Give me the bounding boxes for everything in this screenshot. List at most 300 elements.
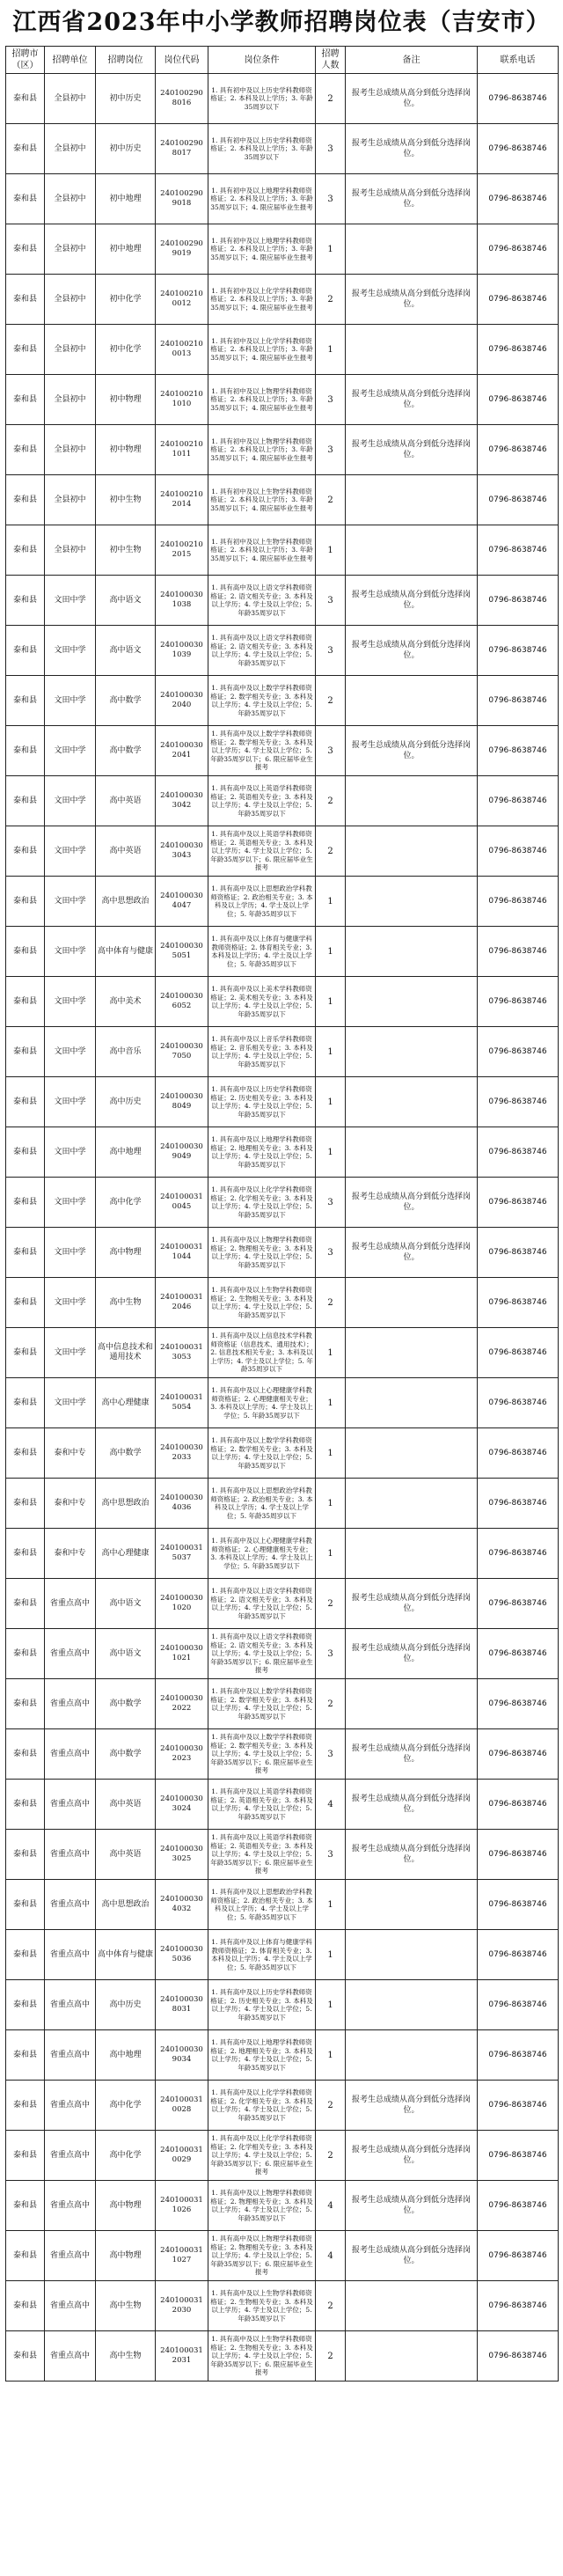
header-unit: 招聘单位	[45, 47, 96, 74]
table-row	[6, 124, 559, 174]
row-note	[346, 1479, 478, 1529]
row-post: 初中化学	[96, 325, 156, 375]
row-note	[346, 525, 478, 576]
row-unit: 省重点高中	[45, 2030, 96, 2081]
row-conditions: 1. 具有初中及以上生物学科教师资格证；2. 本科及以上学历；3. 年龄35周岁以下；4. 限应届毕业生报考	[208, 475, 316, 525]
row-count: 1	[316, 1479, 346, 1529]
row-code: 240100031 0028	[156, 2081, 208, 2131]
row-post: 高中历史	[96, 1980, 156, 2030]
row-phone: 0796-8638746	[478, 1830, 559, 1880]
row-county: 泰和县	[6, 977, 45, 1027]
row-county: 泰和县	[6, 425, 45, 475]
row-county: 泰和县	[6, 626, 45, 676]
row-count: 2	[316, 826, 346, 877]
row-phone: 0796-8638746	[478, 1579, 559, 1629]
row-post: 高中数学	[96, 726, 156, 776]
row-conditions: 1. 具有高中及以上物理学科教师资格证；2. 物理相关专业；3. 本科及以上学历；4. 学士及以上学位；5. 年龄35周岁以下	[208, 2181, 316, 2231]
row-county: 泰和县	[6, 74, 45, 124]
row-county: 泰和县	[6, 1780, 45, 1830]
row-conditions: 1. 具有初中及以上化学学科教师资格证；2. 本科及以上学历；3. 年龄35周岁以下；4. 限应届毕业生报考	[208, 275, 316, 325]
row-county: 泰和县	[6, 1178, 45, 1228]
row-unit: 省重点高中	[45, 1930, 96, 1980]
row-phone: 0796-8638746	[478, 1178, 559, 1228]
row-phone: 0796-8638746	[478, 2281, 559, 2331]
row-county: 泰和县	[6, 1579, 45, 1629]
table-row	[6, 475, 559, 525]
row-post: 高中生物	[96, 2281, 156, 2331]
row-count: 3	[316, 726, 346, 776]
row-count: 4	[316, 2231, 346, 2281]
row-unit: 省重点高中	[45, 1880, 96, 1930]
table-row	[6, 726, 559, 776]
row-code: 240100210 0013	[156, 325, 208, 375]
row-post: 初中生物	[96, 475, 156, 525]
row-unit: 文田中学	[45, 877, 96, 927]
row-unit: 文田中学	[45, 776, 96, 826]
row-post: 高中数学	[96, 1729, 156, 1780]
row-phone: 0796-8638746	[478, 1378, 559, 1428]
table-row	[6, 1529, 559, 1579]
row-post: 高中物理	[96, 1228, 156, 1278]
row-phone: 0796-8638746	[478, 2331, 559, 2382]
table-row	[6, 425, 559, 475]
row-count: 1	[316, 1027, 346, 1077]
row-post: 高中数学	[96, 1679, 156, 1729]
row-county: 泰和县	[6, 1930, 45, 1980]
row-conditions: 1. 具有初中及以上物理学科教师资格证；2. 本科及以上学历；3. 年龄35周岁以下；4. 限应届毕业生报考	[208, 425, 316, 475]
table-row	[6, 1127, 559, 1178]
row-post: 初中物理	[96, 375, 156, 425]
row-code: 240100030 4047	[156, 877, 208, 927]
row-phone: 0796-8638746	[478, 1729, 559, 1780]
table-row	[6, 2181, 559, 2231]
row-phone: 0796-8638746	[478, 425, 559, 475]
row-conditions: 1. 具有高中及以上化学学科教师资格证；2. 化学相关专业；3. 本科及以上学历；4. 学士及以上学位；5. 年龄35周岁以下	[208, 2081, 316, 2131]
row-conditions: 1. 具有高中及以上思想政治学科教师资格证；2. 政治相关专业；3. 本科及以上学历；4. 学士及以上学位；5. 年龄35周岁以下	[208, 877, 316, 927]
table-row	[6, 224, 559, 275]
row-count: 3	[316, 1178, 346, 1228]
row-phone: 0796-8638746	[478, 2131, 559, 2181]
row-phone: 0796-8638746	[478, 124, 559, 174]
row-phone: 0796-8638746	[478, 826, 559, 877]
row-note	[346, 2331, 478, 2382]
row-code: 240100290 8017	[156, 124, 208, 174]
row-note: 报考生总成绩从高分到低分选择岗位。	[346, 726, 478, 776]
row-code: 240100030 5051	[156, 927, 208, 977]
row-code: 240100030 3025	[156, 1830, 208, 1880]
row-phone: 0796-8638746	[478, 676, 559, 726]
row-code: 240100031 1026	[156, 2181, 208, 2231]
row-county: 泰和县	[6, 1479, 45, 1529]
row-county: 泰和县	[6, 375, 45, 425]
row-note	[346, 2281, 478, 2331]
row-note	[346, 1679, 478, 1729]
row-count: 3	[316, 174, 346, 224]
table-row	[6, 1980, 559, 2030]
header-note: 备注	[346, 47, 478, 74]
row-code: 240100031 2031	[156, 2331, 208, 2382]
row-note: 报考生总成绩从高分到低分选择岗位。	[346, 626, 478, 676]
row-conditions: 1. 具有初中及以上历史学科教师资格证；2. 本科及以上学历；3. 年龄35周岁以下	[208, 124, 316, 174]
row-conditions: 1. 具有高中及以上音乐学科教师资格证；2. 音乐相关专业；3. 本科及以上学历；4. 学士及以上学位；5. 年龄35周岁以下	[208, 1027, 316, 1077]
row-unit: 泰和中专	[45, 1529, 96, 1579]
row-count: 1	[316, 2030, 346, 2081]
row-count: 3	[316, 1629, 346, 1679]
row-code: 240100030 4036	[156, 1479, 208, 1529]
row-phone: 0796-8638746	[478, 325, 559, 375]
header-row	[6, 47, 559, 74]
row-phone: 0796-8638746	[478, 576, 559, 626]
row-note: 报考生总成绩从高分到低分选择岗位。	[346, 1228, 478, 1278]
row-note: 报考生总成绩从高分到低分选择岗位。	[346, 1780, 478, 1830]
row-unit: 文田中学	[45, 1378, 96, 1428]
row-conditions: 1. 具有高中及以上英语学科教师资格证；2. 英语相关专业；3. 本科及以上学历；4. 学士及以上学位；5. 年龄35周岁以下；6. 限应届毕业生报考	[208, 826, 316, 877]
row-count: 1	[316, 927, 346, 977]
row-phone: 0796-8638746	[478, 877, 559, 927]
row-phone: 0796-8638746	[478, 1278, 559, 1328]
row-code: 240100030 1021	[156, 1629, 208, 1679]
row-note	[346, 1278, 478, 1328]
row-note	[346, 676, 478, 726]
row-code: 240100030 2033	[156, 1428, 208, 1479]
row-county: 泰和县	[6, 1830, 45, 1880]
row-code: 240100030 3024	[156, 1780, 208, 1830]
row-note	[346, 826, 478, 877]
row-code: 240100030 1020	[156, 1579, 208, 1629]
row-conditions: 1. 具有高中及以上思想政治学科教师资格证；2. 政治相关专业；3. 本科及以上学历；4. 学士及以上学位；5. 年龄35周岁以下	[208, 1880, 316, 1930]
table-row	[6, 676, 559, 726]
row-post: 高中生物	[96, 1278, 156, 1328]
row-unit: 文田中学	[45, 626, 96, 676]
row-conditions: 1. 具有高中及以上语文学科教师资格证；2. 语文相关专业；3. 本科及以上学历；4. 学士及以上学位；5. 年龄35周岁以下	[208, 1579, 316, 1629]
row-code: 240100030 9049	[156, 1127, 208, 1178]
row-conditions: 1. 具有高中及以上美术学科教师资格证；2. 美术相关专业；3. 本科及以上学历；4. 学士及以上学位；5. 年龄35周岁以下	[208, 977, 316, 1027]
row-county: 泰和县	[6, 1378, 45, 1428]
row-note: 报考生总成绩从高分到低分选择岗位。	[346, 2131, 478, 2181]
row-post: 高中音乐	[96, 1027, 156, 1077]
row-note	[346, 1930, 478, 1980]
row-conditions: 1. 具有高中及以上英语学科教师资格证；2. 英语相关专业；3. 本科及以上学历；4. 学士及以上学位；5. 年龄35周岁以下；6. 限应届毕业生报考	[208, 1830, 316, 1880]
row-note	[346, 1378, 478, 1428]
row-unit: 全县初中	[45, 74, 96, 124]
row-county: 泰和县	[6, 475, 45, 525]
row-county: 泰和县	[6, 1428, 45, 1479]
row-unit: 省重点高中	[45, 2131, 96, 2181]
row-county: 泰和县	[6, 676, 45, 726]
row-code: 240100031 2030	[156, 2281, 208, 2331]
row-count: 1	[316, 1077, 346, 1127]
table-row	[6, 1077, 559, 1127]
row-county: 泰和县	[6, 2231, 45, 2281]
row-code: 240100030 7050	[156, 1027, 208, 1077]
row-unit: 省重点高中	[45, 1579, 96, 1629]
row-post: 高中英语	[96, 1830, 156, 1880]
row-conditions: 1. 具有高中及以上数学学科教师资格证；2. 数学相关专业；3. 本科及以上学历；4. 学士及以上学位；5. 年龄35周岁以下	[208, 1428, 316, 1479]
table-row	[6, 776, 559, 826]
row-post: 高中心理健康	[96, 1378, 156, 1428]
row-conditions: 1. 具有高中及以上历史学科教师资格证；2. 历史相关专业；3. 本科及以上学历；4. 学士及以上学位；5. 年龄35周岁以下	[208, 1980, 316, 2030]
row-unit: 文田中学	[45, 1278, 96, 1328]
row-post: 高中化学	[96, 1178, 156, 1228]
row-conditions: 1. 具有初中及以上生物学科教师资格证；2. 本科及以上学历；3. 年龄35周岁以下；4. 限应届毕业生报考	[208, 525, 316, 576]
row-county: 泰和县	[6, 2181, 45, 2231]
row-count: 3	[316, 425, 346, 475]
row-conditions: 1. 具有高中及以上物理学科教师资格证；2. 物理相关专业；3. 本科及以上学历；4. 学士及以上学位；5. 年龄35周岁以下；6. 限应届毕业生报考	[208, 2231, 316, 2281]
row-conditions: 1. 具有高中及以上思想政治学科教师资格证；2. 政治相关专业；3. 本科及以上学历；4. 学士及以上学位；5. 年龄35周岁以下	[208, 1479, 316, 1529]
row-county: 泰和县	[6, 2030, 45, 2081]
row-county: 泰和县	[6, 1278, 45, 1328]
row-note	[346, 2030, 478, 2081]
row-county: 泰和县	[6, 1027, 45, 1077]
header-code: 岗位代码	[156, 47, 208, 74]
row-post: 高中地理	[96, 1127, 156, 1178]
table-row	[6, 626, 559, 676]
row-code: 240100210 0012	[156, 275, 208, 325]
row-phone: 0796-8638746	[478, 977, 559, 1027]
row-code: 240100030 2023	[156, 1729, 208, 1780]
row-phone: 0796-8638746	[478, 927, 559, 977]
header-conditions: 岗位条件	[208, 47, 316, 74]
row-phone: 0796-8638746	[478, 475, 559, 525]
row-phone: 0796-8638746	[478, 2181, 559, 2231]
table-row	[6, 325, 559, 375]
row-count: 2	[316, 475, 346, 525]
row-conditions: 1. 具有高中及以上物理学科教师资格证；2. 物理相关专业；3. 本科及以上学历；4. 学士及以上学位；5. 年龄35周岁以下	[208, 1228, 316, 1278]
row-count: 2	[316, 2331, 346, 2382]
row-post: 高中英语	[96, 776, 156, 826]
row-post: 初中历史	[96, 74, 156, 124]
row-phone: 0796-8638746	[478, 525, 559, 576]
row-county: 泰和县	[6, 826, 45, 877]
row-conditions: 1. 具有高中及以上体育与健康学科教师资格证；2. 体育相关专业；3. 本科及以上学历；4. 学士及以上学位；5. 年龄35周岁以下	[208, 1930, 316, 1980]
row-post: 高中历史	[96, 1077, 156, 1127]
row-county: 泰和县	[6, 1077, 45, 1127]
table-row	[6, 1930, 559, 1980]
row-note: 报考生总成绩从高分到低分选择岗位。	[346, 1729, 478, 1780]
row-code: 240100030 8049	[156, 1077, 208, 1127]
row-unit: 全县初中	[45, 275, 96, 325]
row-conditions: 1. 具有高中及以上心理健康学科教师资格证；2. 心理健康相关专业；3. 本科及以上学历；4. 学士及以上学位；5. 年龄35周岁以下	[208, 1529, 316, 1579]
row-county: 泰和县	[6, 1729, 45, 1780]
row-county: 泰和县	[6, 927, 45, 977]
row-conditions: 1. 具有高中及以上地理学科教师资格证；2. 地理相关专业；3. 本科及以上学历；4. 学士及以上学位；5. 年龄35周岁以下	[208, 1127, 316, 1178]
row-county: 泰和县	[6, 576, 45, 626]
row-post: 高中物理	[96, 2231, 156, 2281]
row-code: 240100030 1038	[156, 576, 208, 626]
table-row	[6, 375, 559, 425]
row-code: 240100030 1039	[156, 626, 208, 676]
row-conditions: 1. 具有高中及以上生物学科教师资格证；2. 生物相关专业；3. 本科及以上学历；4. 学士及以上学位；5. 年龄35周岁以下	[208, 2281, 316, 2331]
row-phone: 0796-8638746	[478, 1479, 559, 1529]
row-unit: 文田中学	[45, 1027, 96, 1077]
row-county: 泰和县	[6, 877, 45, 927]
row-post: 高中数学	[96, 676, 156, 726]
row-unit: 文田中学	[45, 726, 96, 776]
row-unit: 文田中学	[45, 576, 96, 626]
row-county: 泰和县	[6, 1529, 45, 1579]
row-count: 1	[316, 1378, 346, 1428]
row-code: 240100210 2014	[156, 475, 208, 525]
row-phone: 0796-8638746	[478, 224, 559, 275]
row-unit: 文田中学	[45, 676, 96, 726]
row-phone: 0796-8638746	[478, 375, 559, 425]
row-code: 240100030 3042	[156, 776, 208, 826]
row-code: 240100031 5037	[156, 1529, 208, 1579]
row-conditions: 1. 具有高中及以上数学学科教师资格证；2. 数学相关专业；3. 本科及以上学历；4. 学士及以上学位；5. 年龄35周岁以下	[208, 676, 316, 726]
row-phone: 0796-8638746	[478, 1629, 559, 1679]
row-note: 报考生总成绩从高分到低分选择岗位。	[346, 2081, 478, 2131]
row-phone: 0796-8638746	[478, 1679, 559, 1729]
row-note	[346, 224, 478, 275]
row-conditions: 1. 具有高中及以上数学学科教师资格证；2. 数学相关专业；3. 本科及以上学历；4. 学士及以上学位；5. 年龄35周岁以下	[208, 1679, 316, 1729]
row-county: 泰和县	[6, 2131, 45, 2181]
row-post: 高中数学	[96, 1428, 156, 1479]
row-post: 高中语文	[96, 1579, 156, 1629]
row-note	[346, 1328, 478, 1378]
row-conditions: 1. 具有初中及以上物理学科教师资格证；2. 本科及以上学历；3. 年龄35周岁以下；4. 限应届毕业生报考	[208, 375, 316, 425]
row-note	[346, 776, 478, 826]
row-note: 报考生总成绩从高分到低分选择岗位。	[346, 275, 478, 325]
table-row	[6, 576, 559, 626]
row-count: 1	[316, 525, 346, 576]
row-note: 报考生总成绩从高分到低分选择岗位。	[346, 1830, 478, 1880]
row-count: 1	[316, 1529, 346, 1579]
row-code: 240100030 2022	[156, 1679, 208, 1729]
row-post: 高中体育与健康	[96, 1930, 156, 1980]
row-post: 高中生物	[96, 2331, 156, 2382]
row-county: 泰和县	[6, 1679, 45, 1729]
row-note: 报考生总成绩从高分到低分选择岗位。	[346, 74, 478, 124]
row-note	[346, 1980, 478, 2030]
row-post: 高中化学	[96, 2131, 156, 2181]
row-conditions: 1. 具有高中及以上英语学科教师资格证；2. 英语相关专业；3. 本科及以上学历；4. 学士及以上学位；5. 年龄35周岁以下	[208, 1780, 316, 1830]
row-note	[346, 475, 478, 525]
row-code: 240100210 1010	[156, 375, 208, 425]
row-count: 3	[316, 1228, 346, 1278]
row-count: 1	[316, 1127, 346, 1178]
row-conditions: 1. 具有高中及以上语文学科教师资格证；2. 语文相关专业；3. 本科及以上学历；4. 学士及以上学位；5. 年龄35周岁以下；6. 限应届毕业生报考	[208, 1629, 316, 1679]
row-post: 高中体育与健康	[96, 927, 156, 977]
row-unit: 泰和中专	[45, 1479, 96, 1529]
row-conditions: 1. 具有高中及以上英语学科教师资格证；2. 英语相关专业；3. 本科及以上学历；4. 学士及以上学位；5. 年龄35周岁以下	[208, 776, 316, 826]
row-conditions: 1. 具有高中及以上心理健康学科教师资格证；2. 心理健康相关专业；3. 本科及以上学历；4. 学士及以上学位；5. 年龄35周岁以下	[208, 1378, 316, 1428]
row-conditions: 1. 具有高中及以上化学学科教师资格证；2. 化学相关专业；3. 本科及以上学历；4. 学士及以上学位；5. 年龄35周岁以下	[208, 1178, 316, 1228]
row-code: 240100030 2040	[156, 676, 208, 726]
row-phone: 0796-8638746	[478, 726, 559, 776]
row-county: 泰和县	[6, 776, 45, 826]
document-title: 江西省2023年中小学教师招聘岗位表（吉安市）	[12, 9, 551, 36]
row-unit: 全县初中	[45, 475, 96, 525]
row-code: 240100210 1011	[156, 425, 208, 475]
row-unit: 全县初中	[45, 224, 96, 275]
table-row	[6, 1328, 559, 1378]
row-code: 240100030 6052	[156, 977, 208, 1027]
row-unit: 文田中学	[45, 977, 96, 1027]
row-post: 高中思想政治	[96, 877, 156, 927]
row-code: 240100210 2015	[156, 525, 208, 576]
table-row	[6, 1178, 559, 1228]
row-unit: 全县初中	[45, 425, 96, 475]
row-post: 高中英语	[96, 1780, 156, 1830]
row-count: 2	[316, 2281, 346, 2331]
row-phone: 0796-8638746	[478, 2030, 559, 2081]
row-note: 报考生总成绩从高分到低分选择岗位。	[346, 2231, 478, 2281]
row-post: 高中信息技术和通用技术	[96, 1328, 156, 1378]
row-unit: 文田中学	[45, 826, 96, 877]
table-row	[6, 2331, 559, 2382]
row-note: 报考生总成绩从高分到低分选择岗位。	[346, 375, 478, 425]
table-row	[6, 1880, 559, 1930]
row-phone: 0796-8638746	[478, 1428, 559, 1479]
row-note: 报考生总成绩从高分到低分选择岗位。	[346, 425, 478, 475]
row-post: 初中地理	[96, 174, 156, 224]
table-row	[6, 1830, 559, 1880]
row-phone: 0796-8638746	[478, 1328, 559, 1378]
row-code: 240100030 8031	[156, 1980, 208, 2030]
row-note	[346, 325, 478, 375]
recruitment-table	[5, 46, 559, 2382]
row-unit: 省重点高中	[45, 1629, 96, 1679]
row-post: 高中语文	[96, 1629, 156, 1679]
row-conditions: 1. 具有高中及以上历史学科教师资格证；2. 历史相关专业；3. 本科及以上学历；4. 学士及以上学位；5. 年龄35周岁以下	[208, 1077, 316, 1127]
row-unit: 省重点高中	[45, 1679, 96, 1729]
table-row	[6, 1679, 559, 1729]
row-note	[346, 1077, 478, 1127]
row-phone: 0796-8638746	[478, 1127, 559, 1178]
table-row	[6, 1729, 559, 1780]
row-conditions: 1. 具有高中及以上体育与健康学科教师资格证；2. 体育相关专业；3. 本科及以上学历；4. 学士及以上学位；5. 年龄35周岁以下	[208, 927, 316, 977]
row-phone: 0796-8638746	[478, 2081, 559, 2131]
row-conditions: 1. 具有初中及以上化学学科教师资格证；2. 本科及以上学历；3. 年龄35周岁以下；4. 限应届毕业生报考	[208, 325, 316, 375]
row-count: 1	[316, 325, 346, 375]
row-count: 3	[316, 1830, 346, 1880]
row-conditions: 1. 具有高中及以上信息技术学科教师资格证（信息技术、通用技术）；2. 信息技术相关专业；3. 本科及以上学历；4. 学士及以上学位；5. 年龄35周岁以下	[208, 1328, 316, 1378]
row-code: 240100030 9034	[156, 2030, 208, 2081]
row-note: 报考生总成绩从高分到低分选择岗位。	[346, 576, 478, 626]
row-code: 240100290 8016	[156, 74, 208, 124]
header-count: 招聘人数	[316, 47, 346, 74]
row-phone: 0796-8638746	[478, 1980, 559, 2030]
table-row	[6, 2231, 559, 2281]
table-row	[6, 927, 559, 977]
row-count: 1	[316, 1328, 346, 1378]
table-row	[6, 1428, 559, 1479]
row-conditions: 1. 具有高中及以上化学学科教师资格证；2. 化学相关专业；3. 本科及以上学历；4. 学士及以上学位；5. 年龄35周岁以下；6. 限应届毕业生报考	[208, 2131, 316, 2181]
row-phone: 0796-8638746	[478, 174, 559, 224]
row-phone: 0796-8638746	[478, 275, 559, 325]
row-county: 泰和县	[6, 525, 45, 576]
row-unit: 省重点高中	[45, 2081, 96, 2131]
table-row	[6, 1278, 559, 1328]
row-code: 240100290 9019	[156, 224, 208, 275]
row-county: 泰和县	[6, 224, 45, 275]
row-code: 240100030 3043	[156, 826, 208, 877]
row-phone: 0796-8638746	[478, 1228, 559, 1278]
row-unit: 文田中学	[45, 1127, 96, 1178]
row-note	[346, 1428, 478, 1479]
row-unit: 省重点高中	[45, 1830, 96, 1880]
row-county: 泰和县	[6, 124, 45, 174]
row-unit: 全县初中	[45, 525, 96, 576]
row-code: 240100031 1027	[156, 2231, 208, 2281]
row-conditions: 1. 具有高中及以上生物学科教师资格证；2. 生物相关专业；3. 本科及以上学历；4. 学士及以上学位；5. 年龄35周岁以下	[208, 1278, 316, 1328]
row-unit: 文田中学	[45, 1228, 96, 1278]
row-conditions: 1. 具有初中及以上地理学科教师资格证；2. 本科及以上学历；3. 年龄35周岁以下；4. 限应届毕业生报考	[208, 174, 316, 224]
row-code: 240100031 5054	[156, 1378, 208, 1428]
row-note: 报考生总成绩从高分到低分选择岗位。	[346, 1178, 478, 1228]
row-conditions: 1. 具有高中及以上语文学科教师资格证；2. 语文相关专业；3. 本科及以上学历；4. 学士及以上学位；5. 年龄35周岁以下	[208, 626, 316, 676]
row-code: 240100030 4032	[156, 1880, 208, 1930]
